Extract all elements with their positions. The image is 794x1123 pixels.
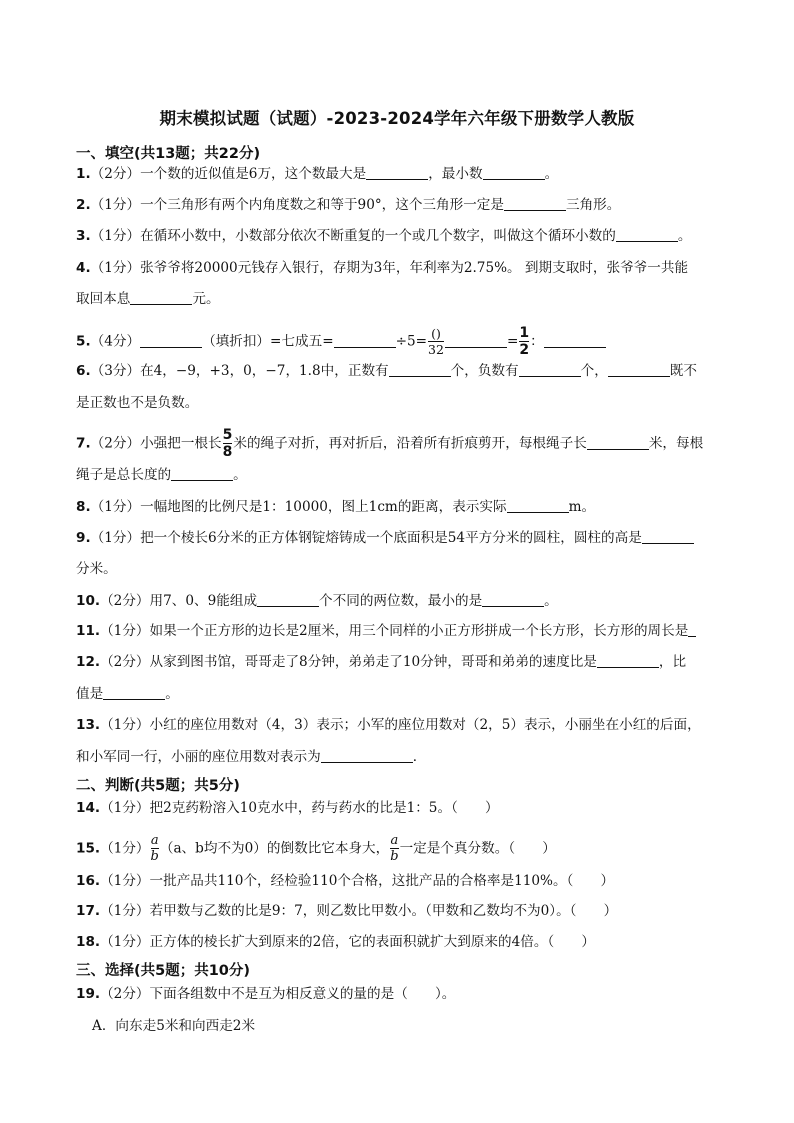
- question-4-cont: 取回本息 元。: [76, 291, 220, 307]
- question-9-cont: 分米。: [76, 561, 117, 577]
- question-2: 2.（1分）一个三角形有两个内角度数之和等于90°，这个三角形一定是 三角形。: [76, 197, 621, 213]
- answer-blank[interactable]: [587, 435, 649, 450]
- question-14: 14.（1分）把2克药粉溶入10克水中，药与药水的比是1：5。（ ）: [76, 800, 499, 816]
- question-7-cont: 绳子是总长度的 。: [76, 467, 247, 483]
- answer-blank[interactable]: [544, 333, 606, 348]
- answer-blank[interactable]: [334, 333, 396, 348]
- answer-blank[interactable]: [389, 362, 451, 377]
- answer-blank[interactable]: [321, 748, 413, 763]
- answer-blank[interactable]: [504, 196, 566, 211]
- answer-blank[interactable]: [130, 290, 192, 305]
- answer-blank[interactable]: [482, 592, 544, 607]
- question-3: 3.（1分）在循环小数中，小数部分依次不断重复的一个或几个数字，叫做这个循环小数的 。: [76, 228, 692, 244]
- section-true-false: 二、判断(共5题；共5分): [76, 778, 240, 794]
- question-11: 11.（1分）如果一个正方形的边长是2厘米，用三个同样的小正方形拼成一个长方形，长方形的周长是: [76, 621, 696, 641]
- question-17: 17.（1分）若甲数与乙数的比是9：7，则乙数比甲数小。（甲数和乙数均不为0）。（ ）: [76, 903, 618, 919]
- answer-blank[interactable]: [608, 362, 670, 377]
- answer-blank[interactable]: [616, 227, 678, 242]
- question-6: 6.（3分）在4，−9，+3，0，−7，1.8中，正数有 个，负数有 个， 既不: [76, 363, 697, 379]
- question-16: 16.（1分）一批产品共110个，经检验110个合格，这批产品的合格率是110%。（ ）: [76, 873, 615, 889]
- question-9: 9.（1分）把一个棱长6分米的正方体钢锭熔铸成一个底面积是54平方分米的圆柱，圆柱的高是: [76, 528, 694, 548]
- question-13-cont: 和小军同一行，小丽的座位用数对表示为 ．: [76, 749, 427, 765]
- question-number: 1.: [76, 166, 91, 182]
- answer-blank[interactable]: [171, 466, 233, 481]
- question-1: 1.（2分）一个数的近似值是6万，这个数最大是 ，最小数 。: [76, 166, 559, 182]
- answer-blank[interactable]: [688, 622, 696, 637]
- answer-blank[interactable]: [103, 685, 165, 700]
- question-points: （2分）: [90, 166, 141, 182]
- question-19: 19.（2分）下面各组数中不是互为相反意义的量的是（ ）。: [76, 986, 456, 1002]
- answer-blank[interactable]: [483, 165, 545, 180]
- fraction-a-over-b: $\frac{a}{b}$: [150, 833, 159, 864]
- answer-blank[interactable]: [597, 653, 659, 668]
- choice-option-a[interactable]: A．向东走5米和向西走2米: [92, 1018, 256, 1034]
- fraction-a-over-b: $\frac{a}{b}$: [390, 833, 399, 864]
- question-5: 5.（4分） （填折扣）=七成五= ÷5= $\frac{()}{32}$ = $\frac{1}{2}$ ：: [76, 326, 606, 358]
- question-15: 15.（1分） $\frac{a}{b}$ （a、b均不为0）的倒数比它本身大， $\frac{a}{b}$ 一定是个真分数。（ ）: [76, 833, 556, 864]
- answer-blank[interactable]: [140, 333, 202, 348]
- question-13: 13.（1分）小红的座位用数对（4，3）表示；小军的座位用数对（2，5）表示，小丽坐在小红的后面，: [76, 717, 701, 733]
- question-6-cont: 是正数也不是负数。: [76, 395, 199, 411]
- section-multiple-choice: 三、选择(共5题；共10分): [76, 963, 251, 979]
- question-4: 4.（1分）张爷爷将20000元钱存入银行，存期为3年，年利率为2.75%。 到期支取时，张爷爷一共能: [76, 260, 689, 276]
- fraction-one-half: $\frac{1}{2}$: [519, 325, 530, 358]
- answer-blank[interactable]: [519, 362, 581, 377]
- question-8: 8.（1分）一幅地图的比例尺是1：10000，图上1cm的距离，表示实际 m。: [76, 499, 596, 515]
- fraction-five-eighths: $\frac{5}{8}$: [222, 427, 233, 460]
- question-7: 7.（2分）小强把一根长 $\frac{5}{8}$ 米的绳子对折，再对折后，沿着所有折痕剪开，每根绳子长 米，每根: [76, 427, 704, 460]
- answer-blank[interactable]: [257, 592, 319, 607]
- question-12: 12.（2分）从家到图书馆，哥哥走了8分钟，弟弟走了10分钟，哥哥和弟弟的速度比是 ，比: [76, 654, 687, 670]
- page-title: 期末模拟试题（试题）-2023-2024学年六年级下册数学人教版: [159, 109, 635, 128]
- question-12-cont: 值是 。: [76, 686, 179, 702]
- fraction: $\frac{()}{32}$: [428, 326, 444, 357]
- question-10: 10.（2分）用7、0、9能组成 个不同的两位数，最小的是 。: [76, 593, 558, 609]
- answer-blank[interactable]: [445, 333, 507, 348]
- answer-blank[interactable]: [366, 165, 428, 180]
- answer-blank[interactable]: [642, 529, 694, 544]
- question-18: 18.（1分）正方体的棱长扩大到原来的2倍，它的表面积就扩大到原来的4倍。（ ）: [76, 934, 596, 950]
- section-fill-blank: 一、填空(共13题；共22分): [76, 146, 261, 162]
- answer-blank[interactable]: [507, 498, 569, 513]
